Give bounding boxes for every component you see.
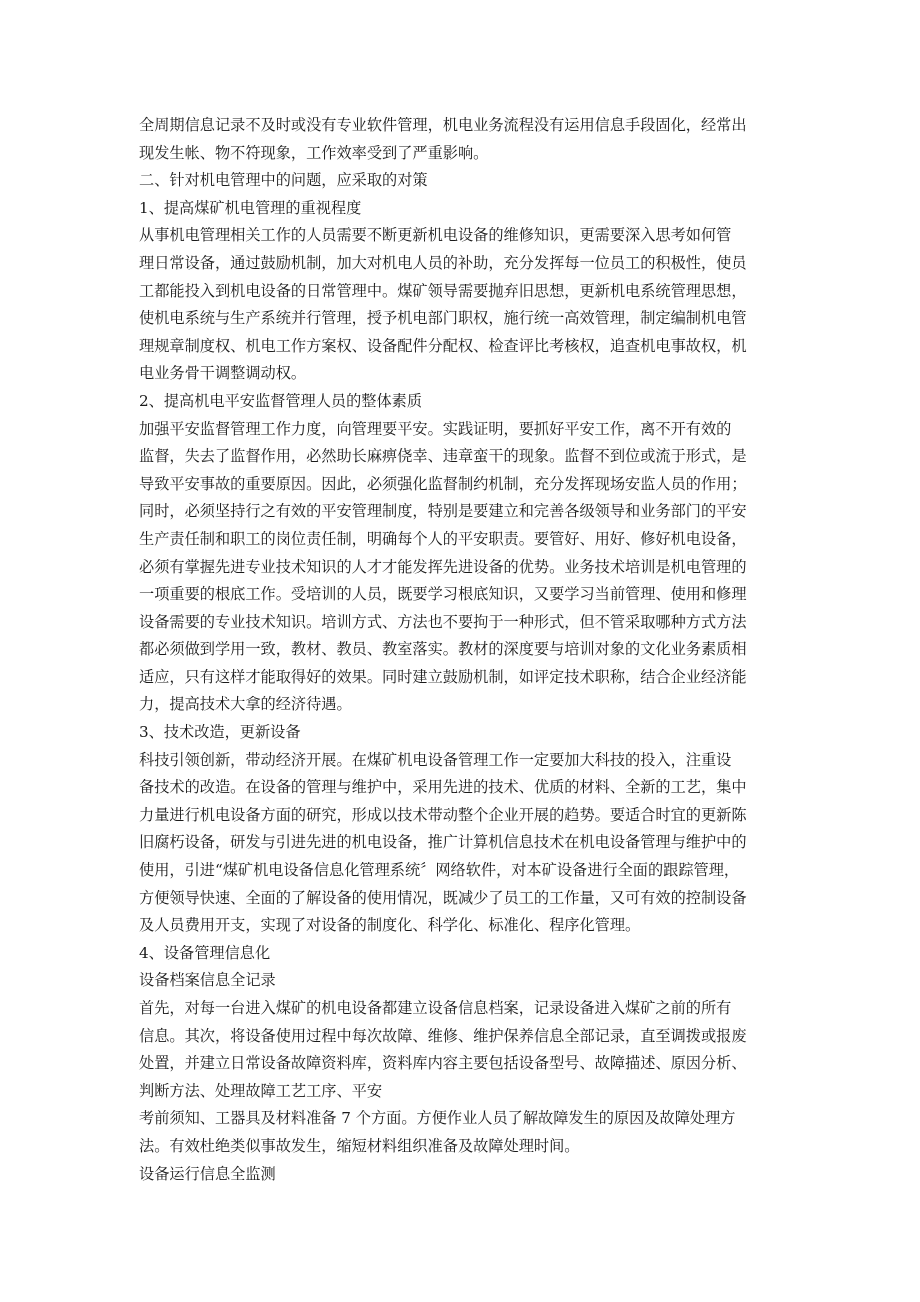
text-line: 及人员费用开支，实现了对设备的制度化、科学化、标准化、程序化管理。 <box>139 916 641 935</box>
text-line: 现发生帐、物不符现象，工作效率受到了严重影响。 <box>139 143 489 162</box>
minor-heading: 设备档案信息全记录 <box>139 971 276 990</box>
text-line: 理规章制度权、机电工作方案权、设备配件分配权、检查评比考核权，追查机电事故权，机 <box>139 336 747 355</box>
text-line: 旧腐朽设备，研发与引进先进的机电设备，推广计算机信息技术在机电设备管理与维护中的 <box>139 833 747 852</box>
text-line: 使机电系统与生产系统并行管理，授予机电部门职权，施行统一高效管理，制定编制机电管 <box>139 309 747 328</box>
text-line: 都必须做到学用一致，教材、教员、教室落实。教材的深度要与培训对象的文化业务素质相 <box>139 640 747 659</box>
text-line: 法。有效杜绝类似事故发生，缩短材料组织准备及故障处理时间。 <box>139 1136 580 1155</box>
text-line: 方便领导快速、全面的了解设备的使用情况，既减少了员工的工作量，又可有效的控制设备 <box>139 888 747 907</box>
subsection-heading: 4、设备管理信息化 <box>139 943 271 962</box>
text-line: 处置，并建立日常设备故障资料库，资料库内容主要包括设备型号、故障描述、原因分析、 <box>139 1054 747 1073</box>
text-line: 考前须知、工器具及材料准备 7 个方面。方便作业人员了解故障发生的原因及故障处理方 <box>139 1109 736 1128</box>
text-line: 电业务骨干调整调动权。 <box>139 364 307 383</box>
text-line: 监督，失去了监督作用，必然助长麻痹侥幸、违章蛮干的现象。监督不到位或流于形式，是 <box>139 447 747 466</box>
minor-heading: 设备运行信息全监测 <box>139 1164 276 1183</box>
text-line: 备技术的改造。在设备的管理与维护中，采用先进的技术、优质的材料、全新的工艺，集中 <box>139 778 747 797</box>
text-line: 一项重要的根底工作。受培训的人员，既要学习根底知识，又要学习当前管理、使用和修理 <box>139 585 747 604</box>
text-line: 设备需要的专业技术知识。培训方式、方法也不要拘于一种形式，但不管采取哪种方式方法 <box>139 612 747 631</box>
text-line: 力量进行机电设备方面的研究，形成以技术带动整个企业开展的趋势。要适合时宜的更新陈 <box>139 805 747 824</box>
text-line: 从事机电管理相关工作的人员需要不断更新机电设备的维修知识，更需要深入思考如何管 <box>139 226 732 245</box>
text-line: 判断方法、处理故障工艺工序、平安 <box>139 1081 382 1100</box>
text-line: 必须有掌握先进专业技术知识的人才才能发挥先进设备的优势。业务技术培训是机电管理的 <box>139 557 747 576</box>
text-line: 使用，引进“煤矿机电设备信息化管理系统〞网络软件，对本矿设备进行全面的跟踪管理， <box>139 861 740 880</box>
text-line: 科技引领创新，带动经济开展。在煤矿机电设备管理工作一定要加大科技的投入，注重设 <box>139 750 732 769</box>
text-line: 首先，对每一台进入煤矿的机电设备都建立设备信息档案，记录设备进入煤矿之前的所有 <box>139 999 732 1017</box>
text-line: 生产责任制和职工的岗位责任制，明确每个人的平安职责。要管好、用好、修好机电设备， <box>139 529 747 548</box>
text-line: 加强平安监督管理工作力度，向管理要平安。实践证明，要抓好平安工作，离不开有效的 <box>139 419 732 438</box>
text-line: 导致平安事故的重要原因。因此，必须强化监督制约机制，充分发挥现场安监人员的作用； <box>139 474 747 493</box>
text-line: 同时，必须坚持行之有效的平安管理制度，特别是要建立和完善各级领导和业务部门的平安 <box>139 502 747 521</box>
text-line: 适应，只有这样才能取得好的效果。同时建立鼓励机制，如评定技术职称，结合企业经济能 <box>139 667 747 686</box>
subsection-heading: 1、提高煤矿机电管理的重视程度 <box>139 198 362 217</box>
text-line: 信息。其次，将设备使用过程中每次故障、维修、维护保养信息全部记录，直至调拨或报废 <box>139 1026 747 1045</box>
subsection-heading: 2、提高机电平安监督管理人员的整体素质 <box>139 391 423 410</box>
text-line: 理日常设备，通过鼓励机制，加大对机电人员的补助，充分发挥每一位员工的积极性，使员 <box>139 253 747 272</box>
document-body <box>139 112 791 1188</box>
text-line: 全周期信息记录不及时或没有专业软件管理，机电业务流程没有运用信息手段固化，经常出 <box>139 116 747 134</box>
section-heading: 二、针对机电管理中的问题，应采取的对策 <box>139 171 428 190</box>
text-line: 力，提高技术大拿的经济待遇。 <box>139 695 352 714</box>
text-line: 工都能投入到机电设备的日常管理中。煤矿领导需要抛弃旧思想，更新机电系统管理思想， <box>139 281 747 300</box>
subsection-heading: 3、技术改造，更新设备 <box>139 723 301 742</box>
